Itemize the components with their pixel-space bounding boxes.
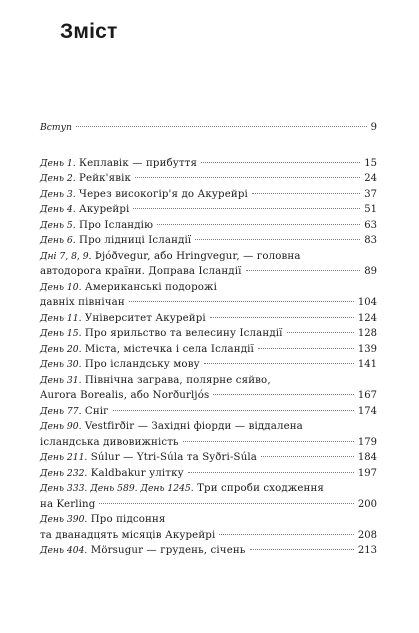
toc-entry-title: Про лідниці Ісландії — [75, 235, 192, 246]
toc-entry-label — [40, 120, 72, 136]
toc-entry-page: 141 — [357, 359, 377, 370]
toc-entry-page: 213 — [357, 545, 377, 556]
toc-entry-leader — [135, 177, 360, 178]
toc-entry — [40, 202, 377, 218]
toc-entry-day: День 211. — [40, 452, 88, 463]
toc-entry-label — [40, 311, 206, 327]
toc-entry — [40, 450, 377, 466]
toc-entry-page: 208 — [357, 529, 377, 541]
toc-entry-day: День 3. — [40, 188, 76, 200]
toc-entry-day: День 333. День 589. День 1245. — [40, 483, 194, 494]
toc-entry-label — [40, 218, 153, 234]
toc-entry-line — [40, 435, 377, 451]
toc-entry-leader — [252, 193, 360, 194]
toc-entry — [40, 249, 377, 280]
toc-entry-day: День 20. — [40, 343, 82, 355]
toc-entry-leader — [99, 503, 353, 504]
toc-entry-page: 9 — [370, 122, 377, 133]
toc-entry-line — [40, 543, 377, 559]
toc-entry — [40, 342, 377, 358]
toc-entry-day: День 5. — [40, 219, 76, 231]
toc-entry-day: День 232. — [40, 467, 88, 479]
toc-entry-title: Kaldbakur улітку — [87, 467, 184, 479]
toc-entry-title: Про ісландську мову — [81, 359, 200, 370]
toc-entry — [40, 419, 377, 450]
toc-entry-line — [40, 156, 377, 172]
toc-entry-label — [40, 404, 109, 420]
toc-entry-line — [40, 202, 377, 218]
toc-entry-line — [40, 404, 377, 420]
toc-entry-day: Дні 7, 8, 9. — [40, 250, 92, 262]
toc-entry-page: 63 — [364, 219, 377, 231]
toc-entry-label — [40, 233, 191, 249]
toc-entry-page: 124 — [357, 312, 377, 324]
toc-entry-leader — [261, 456, 354, 457]
toc-entry-label — [40, 171, 131, 187]
toc-entry-day: День 31. — [40, 374, 82, 386]
toc-entry-title-cont: на Kerling — [40, 498, 96, 510]
toc-entry-page: 15 — [364, 157, 377, 169]
toc-entry-leader — [76, 126, 367, 127]
toc-entry-label — [40, 357, 200, 373]
toc-entry — [40, 311, 377, 327]
toc-entry-line — [40, 264, 377, 280]
toc-entry — [40, 280, 377, 311]
toc-entry — [40, 156, 377, 172]
toc-entry-label — [40, 466, 184, 482]
toc-entry-leader — [204, 363, 354, 364]
toc-entry — [40, 373, 377, 404]
toc-entry-title: Кеплавік — прибуття — [75, 157, 198, 169]
toc-entry-page: 104 — [357, 297, 377, 308]
toc-entry-page: 128 — [357, 328, 377, 339]
toc-entry-leader — [258, 348, 354, 349]
toc-entry-day: День 390. — [40, 514, 88, 525]
toc-entry-leader — [129, 301, 354, 302]
toc-entry-label — [40, 450, 257, 466]
toc-entry-title: Про ярильство та велесину Ісландії — [81, 328, 283, 339]
toc-entry-title: Þjóðvegur, або Hringvegur, — головна — [91, 250, 301, 262]
toc-entry-leader — [201, 162, 360, 163]
toc-entry-title: Через високогір'я до Акурейрі — [75, 188, 248, 200]
toc-entry-page: 200 — [357, 498, 377, 510]
toc-entry-page: 89 — [364, 266, 377, 277]
toc-entry-line — [40, 357, 377, 373]
toc-entry-title: Mörsugur — грудень, січень — [87, 545, 246, 556]
toc-entry-leader — [210, 317, 354, 318]
toc-entry-label — [40, 156, 197, 172]
toc-entry-title-cont: автодорога країни. Доправа Ісландії — [40, 266, 242, 277]
toc-entry-label — [40, 202, 129, 218]
toc-entry-day: День 404. — [40, 545, 88, 556]
toc-entry-page: 51 — [364, 204, 377, 215]
toc-entry-page: 139 — [357, 343, 377, 355]
table-of-contents — [40, 120, 377, 559]
toc-entry-line — [40, 233, 377, 249]
toc-entry-label — [40, 187, 248, 203]
toc-entry-leader — [219, 534, 354, 535]
toc-entry-line — [40, 311, 377, 327]
toc-entry-line — [40, 512, 377, 528]
toc-entry — [40, 543, 377, 559]
page-title: Зміст — [60, 20, 118, 43]
toc-entry-page: 184 — [357, 452, 377, 463]
toc-entry-leader — [213, 394, 354, 395]
toc-entry-line — [40, 466, 377, 482]
toc-entry-title: Vestfirðir — Західні фіорди — віддалена — [81, 421, 303, 432]
toc-entry-line — [40, 388, 377, 404]
toc-entry-title: Сніг — [81, 405, 109, 417]
toc-entry-day: День 30. — [40, 359, 82, 370]
toc-entry-leader — [195, 239, 360, 240]
toc-entry-leader — [157, 224, 360, 225]
toc-entry-title: Рейк'явік — [75, 173, 132, 184]
toc-entry-day: Вступ — [40, 122, 72, 133]
toc-entry-label — [40, 543, 246, 559]
toc-entry-title-cont: та дванадцять місяців Акурейрі — [40, 529, 216, 541]
toc-entry-line — [40, 450, 377, 466]
toc-entry-line — [40, 342, 377, 358]
toc-entry-title: Міста, містечка і села Ісландії — [81, 343, 254, 355]
toc-entry — [40, 326, 377, 342]
toc-entry-line — [40, 218, 377, 234]
toc-entry-day: День 1. — [40, 157, 76, 169]
toc-entry-page: 83 — [364, 235, 377, 246]
toc-entry-title: Súlur — Ytri-Súla та Syðri-Súla — [87, 452, 258, 463]
toc-entry-title: Акурейрі — [75, 204, 130, 215]
toc-entry-line — [40, 171, 377, 187]
toc-entry — [40, 187, 377, 203]
toc-entry-leader — [246, 270, 361, 271]
toc-entry-day: День 2. — [40, 173, 76, 184]
toc-entry-line — [40, 419, 377, 435]
toc-entry — [40, 233, 377, 249]
toc-entry-line — [40, 481, 377, 497]
toc-entry-title: Американські подорожі — [81, 281, 217, 293]
toc-entry-title: Про Ісландію — [75, 219, 154, 231]
toc-entry-page: 167 — [357, 390, 377, 401]
toc-entry-title-cont: Aurora Borealis, або Norðurljós — [40, 390, 210, 401]
toc-entry-line — [40, 295, 377, 311]
toc-entry-line — [40, 373, 377, 389]
toc-entry-title: Північна заграва, полярне сяйво, — [81, 374, 271, 386]
toc-entry — [40, 171, 377, 187]
toc-entry-label — [40, 342, 254, 358]
toc-entry-leader — [113, 410, 354, 411]
toc-entry-day: День 10. — [40, 281, 82, 293]
toc-entry-day: День 90. — [40, 421, 82, 432]
toc-entry-line — [40, 249, 377, 265]
toc-entry-day: День 15. — [40, 328, 82, 339]
toc-entry — [40, 218, 377, 234]
toc-entry-title: Університет Акурейрі — [81, 312, 206, 324]
toc-entry-leader — [183, 441, 354, 442]
toc-entry-line — [40, 120, 377, 136]
toc-entry-line — [40, 280, 377, 296]
toc-entry — [40, 481, 377, 512]
toc-entry — [40, 512, 377, 543]
toc-entry-line — [40, 187, 377, 203]
toc-entry-leader — [250, 549, 354, 550]
toc-entry-title-cont: ісландська дивовижність — [40, 436, 179, 448]
toc-entry-day: День 11. — [40, 312, 82, 324]
toc-entry-page: 197 — [357, 467, 377, 479]
toc-entry-leader — [133, 208, 360, 209]
toc-entry-day: День 6. — [40, 235, 76, 246]
toc-entry-page: 174 — [357, 405, 377, 417]
toc-entry-page: 37 — [364, 188, 377, 200]
toc-entry-line — [40, 326, 377, 342]
toc-entry-line — [40, 497, 377, 513]
toc-entry-day: День 4. — [40, 204, 76, 215]
toc-entry-title-cont: давніх північан — [40, 297, 125, 308]
toc-entry — [40, 404, 377, 420]
toc-entry-leader — [188, 472, 354, 473]
toc-entry-title: Про підсоння — [87, 514, 166, 525]
toc-entry-leader — [287, 332, 354, 333]
toc-entry — [40, 120, 377, 136]
toc-entry — [40, 466, 377, 482]
toc-entry-day: День 77. — [40, 405, 82, 417]
toc-entry-line — [40, 528, 377, 544]
toc-entry-page: 24 — [364, 173, 377, 184]
toc-entry — [40, 357, 377, 373]
toc-entry-page: 179 — [357, 436, 377, 448]
toc-entry-label — [40, 326, 283, 342]
toc-entry-title: Три спроби сходження — [193, 483, 325, 494]
